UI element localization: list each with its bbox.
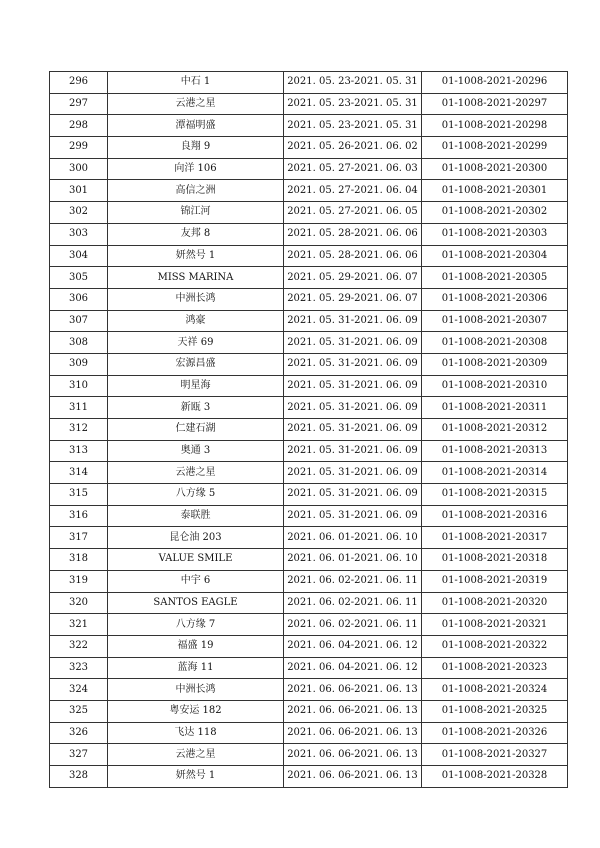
- table-row: [50, 614, 568, 636]
- table-row: [50, 332, 568, 354]
- vessel-name-cell: 奥通 3: [108, 440, 284, 462]
- date-range-cell: 2021. 06. 02-2021. 06. 11: [284, 614, 422, 636]
- row-number-cell: 297: [50, 93, 108, 115]
- table-row: [50, 375, 568, 397]
- date-range-cell: 2021. 05. 28-2021. 06. 06: [284, 245, 422, 267]
- date-range-cell: 2021. 05. 28-2021. 06. 06: [284, 223, 422, 245]
- vessel-name-cell: 粤安运 182: [108, 700, 284, 722]
- table-row: [50, 158, 568, 180]
- vessel-name-cell: 宏源昌盛: [108, 353, 284, 375]
- vessel-name-cell: 泰联胜: [108, 505, 284, 527]
- vessel-name-cell: VALUE SMILE: [108, 549, 284, 571]
- date-range-cell: 2021. 05. 26-2021. 06. 02: [284, 137, 422, 159]
- date-range-cell: 2021. 05. 31-2021. 06. 09: [284, 484, 422, 506]
- certificate-number-cell: 01-1008-2021-20321: [422, 614, 568, 636]
- certificate-number-cell: 01-1008-2021-20306: [422, 288, 568, 310]
- date-range-cell: 2021. 05. 27-2021. 06. 03: [284, 158, 422, 180]
- certificate-number-cell: 01-1008-2021-20327: [422, 744, 568, 766]
- date-range-cell: 2021. 05. 31-2021. 06. 09: [284, 505, 422, 527]
- table-row: [50, 679, 568, 701]
- table-row: [50, 397, 568, 419]
- row-number-cell: 320: [50, 592, 108, 614]
- certificate-number-cell: 01-1008-2021-20305: [422, 267, 568, 289]
- vessel-name-cell: 高信之洲: [108, 180, 284, 202]
- certificate-number-cell: 01-1008-2021-20302: [422, 202, 568, 224]
- date-range-cell: 2021. 05. 29-2021. 06. 07: [284, 288, 422, 310]
- date-range-cell: 2021. 05. 31-2021. 06. 09: [284, 462, 422, 484]
- table-row: [50, 267, 568, 289]
- date-range-cell: 2021. 06. 02-2021. 06. 11: [284, 592, 422, 614]
- date-range-cell: 2021. 05. 31-2021. 06. 09: [284, 397, 422, 419]
- vessel-name-cell: 蓝海 11: [108, 657, 284, 679]
- row-number-cell: 326: [50, 722, 108, 744]
- date-range-cell: 2021. 06. 04-2021. 06. 12: [284, 635, 422, 657]
- vessel-name-cell: 中石 1: [108, 72, 284, 94]
- table-row: [50, 484, 568, 506]
- date-range-cell: 2021. 06. 01-2021. 06. 10: [284, 549, 422, 571]
- table-row: [50, 440, 568, 462]
- vessel-name-cell: 昆仑油 203: [108, 527, 284, 549]
- certificate-number-cell: 01-1008-2021-20326: [422, 722, 568, 744]
- row-number-cell: 318: [50, 549, 108, 571]
- row-number-cell: 325: [50, 700, 108, 722]
- row-number-cell: 306: [50, 288, 108, 310]
- date-range-cell: 2021. 05. 31-2021. 06. 09: [284, 353, 422, 375]
- table-row: [50, 137, 568, 159]
- row-number-cell: 305: [50, 267, 108, 289]
- certificate-number-cell: 01-1008-2021-20317: [422, 527, 568, 549]
- certificate-number-cell: 01-1008-2021-20298: [422, 115, 568, 137]
- certificate-number-cell: 01-1008-2021-20323: [422, 657, 568, 679]
- table-row: [50, 223, 568, 245]
- certificate-number-cell: 01-1008-2021-20313: [422, 440, 568, 462]
- vessel-name-cell: 潭福明盛: [108, 115, 284, 137]
- date-range-cell: 2021. 06. 06-2021. 06. 13: [284, 700, 422, 722]
- date-range-cell: 2021. 05. 29-2021. 06. 07: [284, 267, 422, 289]
- table-row: [50, 700, 568, 722]
- date-range-cell: 2021. 05. 27-2021. 06. 04: [284, 180, 422, 202]
- row-number-cell: 311: [50, 397, 108, 419]
- vessel-name-cell: 云港之星: [108, 744, 284, 766]
- certificate-number-cell: 01-1008-2021-20324: [422, 679, 568, 701]
- row-number-cell: 300: [50, 158, 108, 180]
- date-range-cell: 2021. 05. 23-2021. 05. 31: [284, 115, 422, 137]
- row-number-cell: 315: [50, 484, 108, 506]
- table-row: [50, 657, 568, 679]
- certificate-number-cell: 01-1008-2021-20318: [422, 549, 568, 571]
- certificate-number-cell: 01-1008-2021-20301: [422, 180, 568, 202]
- date-range-cell: 2021. 06. 04-2021. 06. 12: [284, 657, 422, 679]
- table-row: [50, 245, 568, 267]
- date-range-cell: 2021. 06. 06-2021. 06. 13: [284, 744, 422, 766]
- table-row: [50, 115, 568, 137]
- table-row: [50, 527, 568, 549]
- certificate-number-cell: 01-1008-2021-20304: [422, 245, 568, 267]
- vessel-name-cell: 云港之星: [108, 93, 284, 115]
- table-row: [50, 180, 568, 202]
- row-number-cell: 317: [50, 527, 108, 549]
- table-row: [50, 93, 568, 115]
- certificate-number-cell: 01-1008-2021-20310: [422, 375, 568, 397]
- certificate-number-cell: 01-1008-2021-20307: [422, 310, 568, 332]
- table-row: [50, 570, 568, 592]
- date-range-cell: 2021. 05. 27-2021. 06. 05: [284, 202, 422, 224]
- vessel-name-cell: 友邦 8: [108, 223, 284, 245]
- vessel-name-cell: 中洲长鸿: [108, 288, 284, 310]
- certificate-number-cell: 01-1008-2021-20296: [422, 72, 568, 94]
- date-range-cell: 2021. 06. 06-2021. 06. 13: [284, 766, 422, 788]
- row-number-cell: 323: [50, 657, 108, 679]
- vessel-name-cell: 良翔 9: [108, 137, 284, 159]
- table-row: [50, 419, 568, 441]
- table-row: [50, 353, 568, 375]
- vessel-name-cell: 妍然号 1: [108, 766, 284, 788]
- row-number-cell: 304: [50, 245, 108, 267]
- table-row: [50, 722, 568, 744]
- date-range-cell: 2021. 05. 31-2021. 06. 09: [284, 332, 422, 354]
- vessel-name-cell: 鸿豪: [108, 310, 284, 332]
- vessel-name-cell: 云港之星: [108, 462, 284, 484]
- row-number-cell: 322: [50, 635, 108, 657]
- vessel-name-cell: 中洲长鸿: [108, 679, 284, 701]
- table-row: [50, 72, 568, 94]
- date-range-cell: 2021. 06. 06-2021. 06. 13: [284, 722, 422, 744]
- row-number-cell: 303: [50, 223, 108, 245]
- date-range-cell: 2021. 05. 31-2021. 06. 09: [284, 440, 422, 462]
- certificate-number-cell: 01-1008-2021-20299: [422, 137, 568, 159]
- row-number-cell: 319: [50, 570, 108, 592]
- table-row: [50, 202, 568, 224]
- vessel-name-cell: 明星海: [108, 375, 284, 397]
- certificate-number-cell: 01-1008-2021-20315: [422, 484, 568, 506]
- row-number-cell: 328: [50, 766, 108, 788]
- vessel-name-cell: 新瓯 3: [108, 397, 284, 419]
- row-number-cell: 299: [50, 137, 108, 159]
- certificate-number-cell: 01-1008-2021-20297: [422, 93, 568, 115]
- vessel-name-cell: 八方缘 5: [108, 484, 284, 506]
- date-range-cell: 2021. 05. 31-2021. 06. 09: [284, 310, 422, 332]
- table-row: [50, 744, 568, 766]
- vessel-name-cell: 向洋 106: [108, 158, 284, 180]
- certificate-number-cell: 01-1008-2021-20325: [422, 700, 568, 722]
- row-number-cell: 301: [50, 180, 108, 202]
- certificate-number-cell: 01-1008-2021-20322: [422, 635, 568, 657]
- table-body: [50, 72, 568, 788]
- certificate-number-cell: 01-1008-2021-20316: [422, 505, 568, 527]
- certificate-number-cell: 01-1008-2021-20303: [422, 223, 568, 245]
- row-number-cell: 316: [50, 505, 108, 527]
- certificate-number-cell: 01-1008-2021-20300: [422, 158, 568, 180]
- vessel-name-cell: 妍然号 1: [108, 245, 284, 267]
- vessel-name-cell: 八方缘 7: [108, 614, 284, 636]
- table-row: [50, 288, 568, 310]
- vessel-name-cell: 锦江河: [108, 202, 284, 224]
- row-number-cell: 327: [50, 744, 108, 766]
- table-row: [50, 549, 568, 571]
- certificate-number-cell: 01-1008-2021-20314: [422, 462, 568, 484]
- table-row: [50, 766, 568, 788]
- row-number-cell: 324: [50, 679, 108, 701]
- vessel-name-cell: MISS MARINA: [108, 267, 284, 289]
- row-number-cell: 309: [50, 353, 108, 375]
- certificate-number-cell: 01-1008-2021-20320: [422, 592, 568, 614]
- certificate-number-cell: 01-1008-2021-20319: [422, 570, 568, 592]
- row-number-cell: 314: [50, 462, 108, 484]
- vessel-name-cell: 中宇 6: [108, 570, 284, 592]
- vessel-name-cell: SANTOS EAGLE: [108, 592, 284, 614]
- table-row: [50, 592, 568, 614]
- row-number-cell: 313: [50, 440, 108, 462]
- vessel-name-cell: 天祥 69: [108, 332, 284, 354]
- row-number-cell: 308: [50, 332, 108, 354]
- certificate-number-cell: 01-1008-2021-20308: [422, 332, 568, 354]
- certificate-number-cell: 01-1008-2021-20312: [422, 419, 568, 441]
- table-row: [50, 505, 568, 527]
- table-row: [50, 635, 568, 657]
- vessel-name-cell: 仁建石湖: [108, 419, 284, 441]
- certificate-number-cell: 01-1008-2021-20328: [422, 766, 568, 788]
- date-range-cell: 2021. 05. 23-2021. 05. 31: [284, 72, 422, 94]
- date-range-cell: 2021. 05. 23-2021. 05. 31: [284, 93, 422, 115]
- table-row: [50, 310, 568, 332]
- row-number-cell: 296: [50, 72, 108, 94]
- certificate-number-cell: 01-1008-2021-20309: [422, 353, 568, 375]
- vessel-name-cell: 福盛 19: [108, 635, 284, 657]
- table-row: [50, 462, 568, 484]
- date-range-cell: 2021. 05. 31-2021. 06. 09: [284, 419, 422, 441]
- row-number-cell: 302: [50, 202, 108, 224]
- row-number-cell: 310: [50, 375, 108, 397]
- date-range-cell: 2021. 05. 31-2021. 06. 09: [284, 375, 422, 397]
- row-number-cell: 307: [50, 310, 108, 332]
- certificate-number-cell: 01-1008-2021-20311: [422, 397, 568, 419]
- date-range-cell: 2021. 06. 06-2021. 06. 13: [284, 679, 422, 701]
- row-number-cell: 312: [50, 419, 108, 441]
- data-table: [49, 71, 568, 788]
- vessel-name-cell: 飞达 118: [108, 722, 284, 744]
- date-range-cell: 2021. 06. 02-2021. 06. 11: [284, 570, 422, 592]
- row-number-cell: 298: [50, 115, 108, 137]
- date-range-cell: 2021. 06. 01-2021. 06. 10: [284, 527, 422, 549]
- row-number-cell: 321: [50, 614, 108, 636]
